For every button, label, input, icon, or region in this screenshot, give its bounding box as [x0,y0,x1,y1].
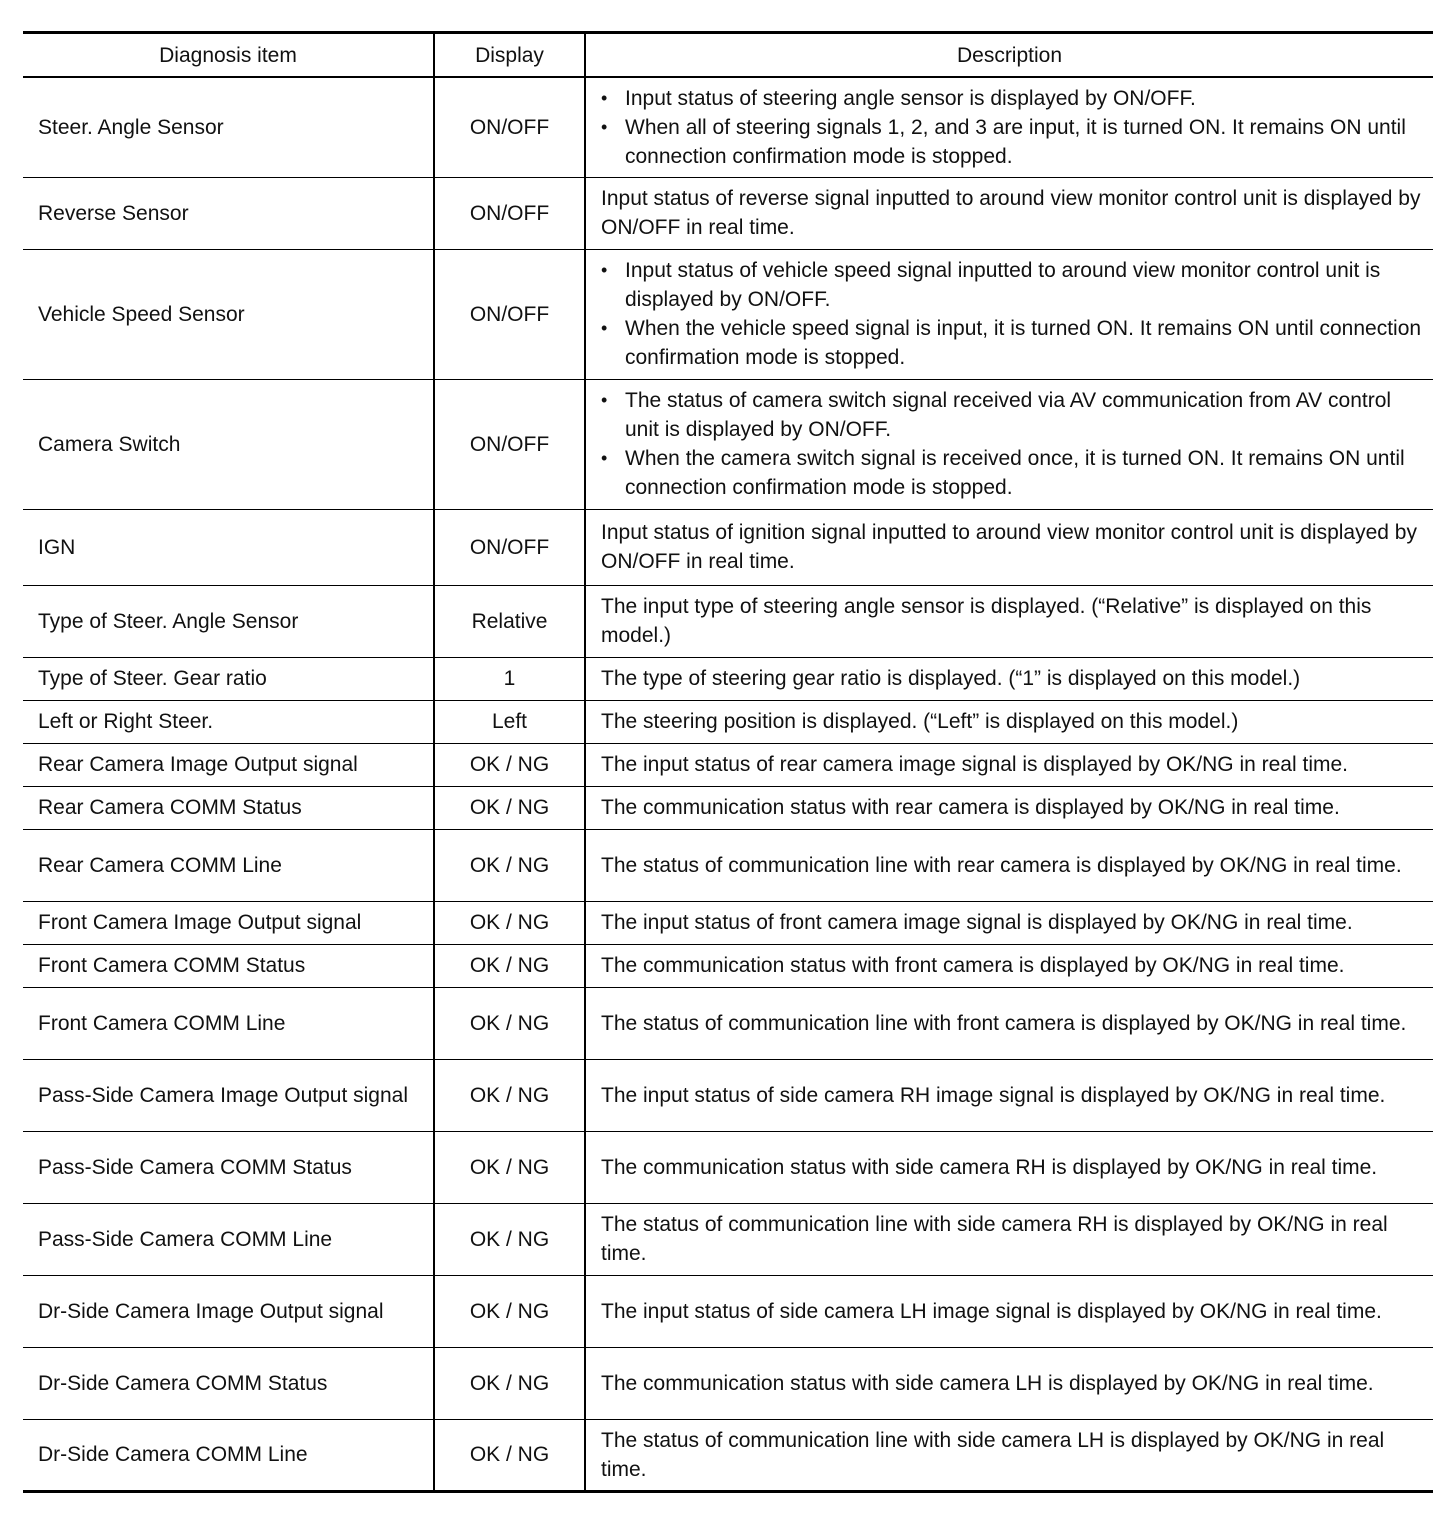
diagnosis-item-cell: Front Camera COMM Line [23,987,434,1059]
description-cell: The steering position is displayed. (“Left” is displayed on this model.) [585,700,1433,743]
description-bullet: • When the vehicle speed signal is input, it is turned ON. It remains ON until connection confirmation mode is stopped. [601,314,1425,372]
table-row [23,944,1433,987]
description-cell: The status of communication line with side camera RH is displayed by OK/NG in real time. [585,1203,1433,1275]
table-body [23,77,1433,1491]
description-bullet-list [601,386,1425,502]
table-row [23,77,1433,177]
display-cell: OK / NG [434,829,585,901]
diagnosis-item-cell: Reverse Sensor [23,177,434,249]
description-cell: Input status of ignition signal inputted to around view monitor control unit is displayed by ON/OFF in real time. [585,509,1433,585]
table-header-row [23,33,1433,78]
display-cell: OK / NG [434,1347,585,1419]
diagnosis-item-cell: Type of Steer. Angle Sensor [23,585,434,657]
display-cell: ON/OFF [434,177,585,249]
description-bullet-list [601,84,1425,171]
diagnosis-item-cell: Pass-Side Camera COMM Status [23,1131,434,1203]
display-cell: OK / NG [434,1131,585,1203]
table-row [23,1419,1433,1491]
description-bullet: • When all of steering signals 1, 2, and 3 are input, it is turned ON. It remains ON until connection confirmation mode is stopped. [601,113,1425,171]
diagnosis-item-cell: Dr-Side Camera COMM Status [23,1347,434,1419]
table-row [23,743,1433,786]
display-cell: ON/OFF [434,379,585,509]
description-cell: Input status of reverse signal inputted to around view monitor control unit is displayed by ON/OFF in real time. [585,177,1433,249]
description-bullet: • Input status of vehicle speed signal inputted to around view monitor control unit is displayed by ON/OFF. [601,256,1425,314]
display-cell: OK / NG [434,987,585,1059]
display-cell: OK / NG [434,1059,585,1131]
table-row [23,1275,1433,1347]
display-cell: OK / NG [434,743,585,786]
display-cell: OK / NG [434,786,585,829]
table-row [23,1347,1433,1419]
diagnosis-item-cell: Front Camera Image Output signal [23,901,434,944]
diagnosis-table [23,31,1433,1493]
table-row [23,829,1433,901]
description-cell: The input status of rear camera image signal is displayed by OK/NG in real time. [585,743,1433,786]
description-bullet: • When the camera switch signal is received once, it is turned ON. It remains ON until connection confirmation mode is stopped. [601,444,1425,502]
diagnosis-item-cell: Pass-Side Camera Image Output signal [23,1059,434,1131]
description-cell: The type of steering gear ratio is displayed. (“1” is displayed on this model.) [585,657,1433,700]
display-cell: ON/OFF [434,77,585,177]
description-cell: The input status of side camera LH image signal is displayed by OK/NG in real time. [585,1275,1433,1347]
description-bullet: • The status of camera switch signal received via AV communication from AV control unit is displayed by ON/OFF. [601,386,1425,444]
description-cell: The status of communication line with rear camera is displayed by OK/NG in real time. [585,829,1433,901]
display-cell: OK / NG [434,1275,585,1347]
display-cell: OK / NG [434,901,585,944]
table-row [23,1203,1433,1275]
display-cell: OK / NG [434,1419,585,1491]
table-row [23,585,1433,657]
description-cell: The communication status with front camera is displayed by OK/NG in real time. [585,944,1433,987]
table-row [23,379,1433,509]
diagnosis-item-cell: Front Camera COMM Status [23,944,434,987]
diagnosis-item-cell: Rear Camera Image Output signal [23,743,434,786]
diagnosis-item-cell: Dr-Side Camera Image Output signal [23,1275,434,1347]
description-cell [585,379,1433,509]
description-cell: The input status of side camera RH image signal is displayed by OK/NG in real time. [585,1059,1433,1131]
diagnosis-item-cell: Dr-Side Camera COMM Line [23,1419,434,1491]
table-row [23,657,1433,700]
description-cell: The communication status with rear camera is displayed by OK/NG in real time. [585,786,1433,829]
header-diagnosis-item: Diagnosis item [23,33,434,78]
diagnosis-item-cell: Steer. Angle Sensor [23,77,434,177]
display-cell: OK / NG [434,1203,585,1275]
diagnosis-item-cell: Camera Switch [23,379,434,509]
diagnosis-item-cell: Left or Right Steer. [23,700,434,743]
display-cell: ON/OFF [434,249,585,379]
table-row [23,249,1433,379]
description-cell: The status of communication line with front camera is displayed by OK/NG in real time. [585,987,1433,1059]
diagnosis-item-cell: Type of Steer. Gear ratio [23,657,434,700]
header-description: Description [585,33,1433,78]
table-row [23,786,1433,829]
diagnosis-item-cell: Rear Camera COMM Status [23,786,434,829]
table-row [23,700,1433,743]
description-cell: The input status of front camera image signal is displayed by OK/NG in real time. [585,901,1433,944]
table-row [23,987,1433,1059]
display-cell: Left [434,700,585,743]
table-row [23,177,1433,249]
description-cell [585,249,1433,379]
display-cell: Relative [434,585,585,657]
description-cell: The input type of steering angle sensor is displayed. (“Relative” is displayed on this model.) [585,585,1433,657]
table-row [23,1131,1433,1203]
diagnosis-table-page [23,31,1433,1493]
description-bullet-list [601,256,1425,372]
diagnosis-item-cell: Vehicle Speed Sensor [23,249,434,379]
display-cell: ON/OFF [434,509,585,585]
header-display: Display [434,33,585,78]
table-row [23,901,1433,944]
description-cell: The status of communication line with side camera LH is displayed by OK/NG in real time. [585,1419,1433,1491]
display-cell: OK / NG [434,944,585,987]
display-cell: 1 [434,657,585,700]
table-row [23,509,1433,585]
description-cell: The communication status with side camera RH is displayed by OK/NG in real time. [585,1131,1433,1203]
description-cell [585,77,1433,177]
description-cell: The communication status with side camera LH is displayed by OK/NG in real time. [585,1347,1433,1419]
diagnosis-item-cell: Pass-Side Camera COMM Line [23,1203,434,1275]
diagnosis-item-cell: Rear Camera COMM Line [23,829,434,901]
table-row [23,1059,1433,1131]
diagnosis-item-cell: IGN [23,509,434,585]
description-bullet: • Input status of steering angle sensor is displayed by ON/OFF. [601,84,1425,113]
